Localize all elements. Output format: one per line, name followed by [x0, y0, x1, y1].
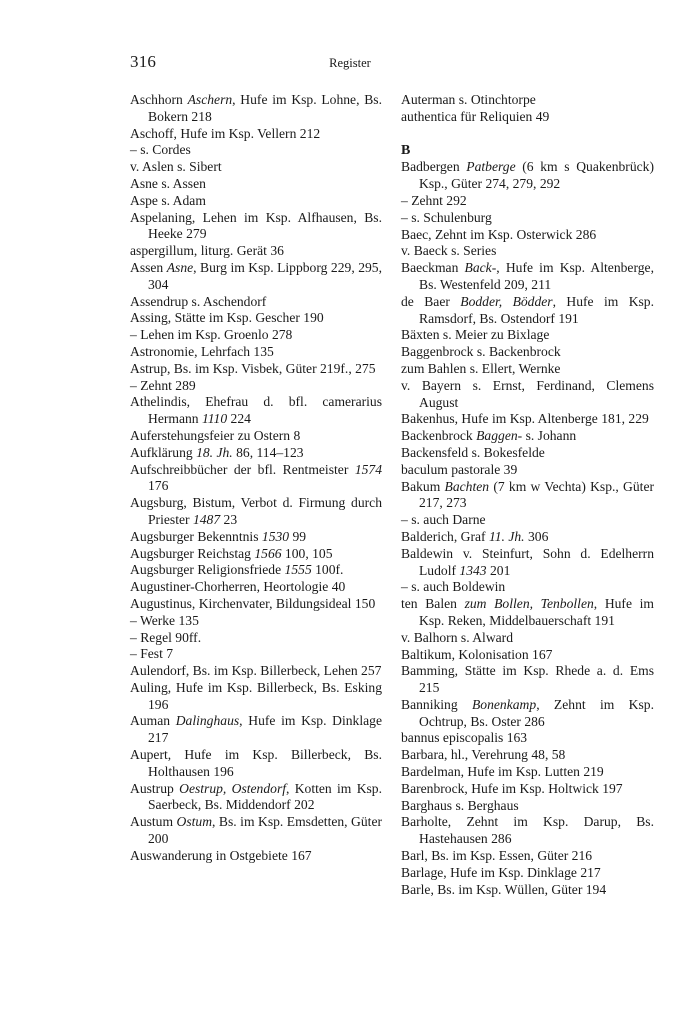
index-entry-text: Backenbrock: [401, 428, 477, 444]
index-entry-text: Aspe s. Adam: [130, 192, 206, 208]
index-entry-italic: Back-: [464, 260, 497, 276]
index-entry-text: Aupert, Hufe im Ksp. Billerbeck, Bs. Holthausen 196: [130, 747, 382, 779]
index-entry-text: , Zehnt im Ksp. Ochtrup, Bs. Oster 286: [419, 696, 654, 729]
index-entry: [130, 310, 382, 327]
index-entry-text: 86, 114–123: [232, 444, 304, 460]
index-entry-text: authentica für Reliquien 49: [401, 108, 550, 124]
index-entry-text: Augustiner-Chorherren, Heortologie 40: [130, 579, 346, 595]
index-entry-text: , Hufe im Ksp. Ramsdorf, Bs. Ostendorf 191: [419, 293, 655, 326]
index-entry: [401, 730, 654, 747]
index-entry: [130, 361, 382, 378]
index-entry: [130, 428, 382, 445]
page-number: 316: [130, 52, 157, 71]
index-entry-text: Bakum: [401, 478, 445, 494]
index-entry-text: – Werke 135: [130, 612, 199, 628]
index-entry: [130, 630, 382, 647]
index-entry-text: Badbergen: [401, 159, 467, 175]
index-entry-text: , Bs. im Ksp. Emsdetten, Güter 200: [148, 814, 383, 847]
index-entry: [401, 630, 654, 647]
index-entry-italic: Baggen-: [476, 428, 523, 444]
index-entry-italic: zum Bollen, Tenbollen: [464, 596, 594, 612]
index-entry-text: Baltikum, Kolonisation 167: [401, 646, 553, 662]
index-entry-italic: Oestrup, Ostendorf: [179, 780, 287, 796]
index-entry-italic: Patberge: [466, 159, 516, 175]
index-entry-text: , Kotten im Ksp. Saerbeck, Bs. Middendorf 202: [148, 780, 382, 813]
index-entry: [130, 394, 382, 428]
index-entry-text: 306: [524, 528, 549, 544]
index-entry-text: – s. auch Darne: [401, 512, 486, 528]
index-entry: [401, 781, 654, 798]
index-entry-text: baculum pastorale 39: [401, 461, 518, 477]
index-entry-text: Auswanderung in Ostgebiete 167: [130, 847, 312, 863]
index-entry-text: bannus episcopalis 163: [401, 730, 528, 746]
index-entry-text: Aufschreibbücher der bfl. Rentmeister: [130, 461, 355, 477]
index-entry: [130, 781, 382, 815]
index-entry-text: (7 km w Vechta) Ksp., Güter 217, 273: [419, 478, 654, 511]
index-entry: [401, 529, 654, 546]
index-entry-text: Auferstehungsfeier zu Ostern 8: [130, 427, 301, 443]
index-entry-italic: Bachten: [444, 478, 490, 494]
index-entry-text: – Zehnt 292: [401, 192, 467, 208]
index-entry-text: – s. Cordes: [130, 142, 191, 158]
running-title: Register: [329, 56, 371, 70]
index-entry-text: , Hufe im Ksp. Altenberge, Bs. Westenfeld 209, 211: [419, 260, 654, 292]
index-entry-text: v. Baeck s. Series: [401, 243, 497, 259]
index-entry: [130, 445, 382, 462]
index-entry: [401, 344, 654, 361]
index-entry: [130, 327, 382, 344]
index-entry-text: Barholte, Zehnt im Ksp. Darup, Bs. Hastehausen 286: [401, 814, 654, 847]
index-entry-text: Austum: [130, 814, 177, 830]
index-entry: [130, 546, 382, 563]
index-entry-text: Barbara, hl., Verehrung 48, 58: [401, 747, 566, 763]
index-entry-italic: 1110: [201, 411, 228, 427]
index-entries-right-top: [401, 92, 654, 126]
index-entry: [401, 260, 654, 294]
index-entry-text: Bäxten s. Meier zu Bixlage: [401, 327, 550, 343]
section-letter: B: [401, 142, 411, 158]
index-entry-text: Barlage, Hufe im Ksp. Dinklage 217: [401, 864, 601, 880]
index-entry-text: Asne s. Assen: [130, 175, 206, 191]
index-entry-text: 100, 105: [281, 545, 333, 561]
index-entry: [130, 663, 382, 680]
index-entry: [130, 294, 382, 311]
index-entry-text: Auman: [130, 713, 176, 729]
index-entry-text: Astronomie, Lehrfach 135: [130, 343, 274, 359]
index-entry: [401, 193, 654, 210]
index-entry-text: ten Balen: [401, 596, 465, 612]
index-entry-text: 23: [220, 511, 238, 527]
index-entry-text: Backensfeld s. Bokesfelde: [401, 444, 545, 460]
index-entry-text: Aulendorf, Bs. im Ksp. Billerbeck, Lehen 257: [130, 663, 382, 679]
index-entry-italic: Asne: [166, 259, 194, 275]
index-entry: [130, 176, 382, 193]
index-entry-text: Augustinus, Kirchenvater, Bildungsideal 150: [130, 595, 376, 611]
index-entry: [401, 512, 654, 529]
index-entry: [401, 109, 654, 126]
index-entry: [401, 865, 654, 882]
index-entry-text: v. Bayern s. Ernst, Ferdinand, Clemens August: [401, 377, 654, 410]
index-entry: [130, 260, 382, 294]
index-entry-text: Baldewin v. Steinfurt, Sohn d. Edelherrn Ludolf: [401, 545, 654, 578]
index-entry: [401, 798, 654, 815]
index-entry-text: zum Bahlen s. Ellert, Wernke: [401, 360, 561, 376]
index-entry-text: – s. auch Boldewin: [401, 579, 506, 595]
index-entry-italic: 1566: [254, 545, 282, 561]
index-entries-right-main: [401, 159, 654, 898]
index-entry-italic: Bodder, Bödder: [460, 293, 553, 309]
index-entry-italic: 18. Jh.: [196, 444, 233, 460]
index-entry: [401, 479, 654, 513]
index-entry-text: Augsburger Religionsfriede: [130, 562, 285, 578]
index-entry-text: Aufklärung: [130, 444, 197, 460]
index-column-left: [130, 92, 382, 865]
index-entry-text: de Baer: [401, 293, 461, 309]
index-entry-text: Bamming, Stätte im Ksp. Rhede a. d. Ems 215: [401, 663, 654, 696]
index-entry-italic: 1343: [459, 562, 487, 578]
index-entry-text: Barl, Bs. im Ksp. Essen, Güter 216: [401, 848, 593, 864]
index-entry: [401, 579, 654, 596]
index-entry-text: Baec, Zehnt im Ksp. Osterwick 286: [401, 226, 597, 242]
index-entry-text: 176: [148, 478, 169, 494]
index-entry: [130, 495, 382, 529]
index-entry-italic: Bonenkamp: [472, 696, 537, 712]
index-entry: [401, 294, 654, 328]
index-entry-italic: Dalinghaus: [175, 713, 240, 729]
index-entry-italic: Aschern: [187, 92, 233, 107]
index-entry-text: – s. Schulenburg: [401, 209, 492, 225]
index-entry-text: Augsburger Bekenntnis: [130, 528, 262, 544]
index-entry-text: – Zehnt 289: [130, 377, 196, 393]
index-entry: [401, 210, 654, 227]
index-entry: [130, 814, 382, 848]
index-entry-text: Banniking: [401, 696, 472, 712]
index-column-right: [401, 92, 654, 898]
index-entry-text: Aschoff, Hufe im Ksp. Vellern 212: [130, 125, 321, 141]
index-entry-text: Austrup: [130, 780, 180, 796]
index-entry: [130, 210, 382, 244]
index-entry-text: Baggenbrock s. Backenbrock: [401, 344, 561, 360]
index-entry: [401, 546, 654, 580]
index-entry: [401, 697, 654, 731]
index-entry-text: 100f.: [311, 562, 344, 578]
index-entry: [130, 579, 382, 596]
index-entry: [130, 462, 382, 496]
index-entry-text: Auling, Hufe im Ksp. Billerbeck, Bs. Esking 196: [130, 679, 382, 712]
index-entry: [401, 647, 654, 664]
index-entry-text: 99: [289, 528, 307, 544]
index-entry-italic: Ostum: [176, 814, 213, 830]
index-entry-text: Assing, Stätte im Ksp. Gescher 190: [130, 310, 324, 326]
index-entry: [130, 193, 382, 210]
index-entry-text: 224: [227, 411, 251, 427]
index-entry: [130, 646, 382, 663]
index-entry-text: Barghaus s. Berghaus: [401, 797, 519, 813]
index-entry-text: Athelindis, Ehefrau d. bfl. camerarius Hermann: [130, 394, 382, 427]
index-entry-italic: 1487: [192, 511, 221, 527]
index-entry: [130, 159, 382, 176]
index-entry: [130, 713, 382, 747]
index-entry: [130, 126, 382, 143]
index-entry: [130, 596, 382, 613]
index-entry-text: Astrup, Bs. im Ksp. Visbek, Güter 219f., 275: [130, 360, 376, 376]
index-entry-text: aspergillum, liturg. Gerät 36: [130, 243, 284, 259]
index-entry: [130, 92, 382, 126]
index-entry: [401, 159, 654, 193]
index-entry-text: Augsburg, Bistum, Verbot d. Firmung durch Priester: [130, 495, 382, 527]
index-entry-text: Bakenhus, Hufe im Ksp. Altenberge 181, 229: [401, 411, 649, 427]
index-entry-italic: 1555: [284, 562, 312, 578]
index-entry: [130, 613, 382, 630]
index-entry-text: v. Aslen s. Sibert: [130, 159, 222, 175]
index-entry: [130, 344, 382, 361]
index-entry: [401, 428, 654, 445]
index-entry-text: Assendrup s. Aschendorf: [130, 293, 267, 309]
index-entry: [401, 663, 654, 697]
index-entry-text: Baeckman: [401, 260, 465, 276]
index-entry-italic: 1530: [261, 528, 290, 544]
index-entry: [130, 680, 382, 714]
index-entry-text: Balderich, Graf: [401, 528, 489, 544]
index-entry-text: – Fest 7: [130, 646, 174, 662]
index-entry-italic: 11. Jh.: [488, 528, 525, 544]
index-entry-text: , Hufe im Ksp. Lohne, Bs. Bokern 218: [148, 92, 382, 124]
index-entry: [130, 243, 382, 260]
index-entry: [401, 747, 654, 764]
index-entry: [401, 361, 654, 378]
index-entry-text: v. Balhorn s. Alward: [401, 629, 514, 645]
index-entry-italic: 1574: [354, 461, 382, 477]
index-entry: [401, 764, 654, 781]
index-entry-text: Auterman s. Otinchtorpe: [401, 92, 536, 107]
index-entry: [401, 378, 654, 412]
index-entry-text: 201: [486, 562, 511, 578]
index-entry-text: , Hufe im Ksp. Reken, Middelbauerschaft 191: [419, 596, 654, 628]
index-entry-text: (6 km s Quakenbrück) Ksp., Güter 274, 279, 292: [419, 159, 654, 192]
index-entry-text: Assen: [130, 259, 167, 275]
index-entry: [130, 378, 382, 395]
index-entry: [401, 227, 654, 244]
index-entry-text: Barenbrock, Hufe im Ksp. Holtwick 197: [401, 780, 623, 796]
index-entry: [401, 596, 654, 630]
index-entry: [130, 562, 382, 579]
index-entry-text: , Burg im Ksp. Lippborg 229, 295, 304: [148, 259, 382, 292]
index-entry-text: – Lehen im Ksp. Groenlo 278: [130, 327, 293, 343]
index-entry: [401, 462, 654, 479]
index-entry-text: Barle, Bs. im Ksp. Wüllen, Güter 194: [401, 881, 607, 897]
index-entry: [401, 92, 654, 109]
index-entry: [401, 243, 654, 260]
index-entry: [130, 142, 382, 159]
index-entry: [130, 747, 382, 781]
index-entry-text: s. Johann: [522, 428, 577, 444]
index-entry: [401, 882, 654, 899]
index-entry-text: Aspelaning, Lehen im Ksp. Alfhausen, Bs. Heeke 279: [130, 209, 382, 242]
index-entry-text: Bardelman, Hufe im Ksp. Lutten 219: [401, 764, 604, 780]
index-entry: [401, 848, 654, 865]
index-entry-text: Augsburger Reichstag: [130, 545, 255, 561]
index-entry: [130, 529, 382, 546]
index-entry: [130, 848, 382, 865]
index-entry: [401, 814, 654, 848]
index-entry-text: Aschhorn: [130, 92, 188, 107]
index-entry: [401, 327, 654, 344]
index-entry: [401, 445, 654, 462]
index-entry: [401, 411, 654, 428]
index-entry-text: – Regel 90ff.: [130, 629, 202, 645]
index-entry-text: , Hufe im Ksp. Dinklage 217: [148, 713, 382, 746]
